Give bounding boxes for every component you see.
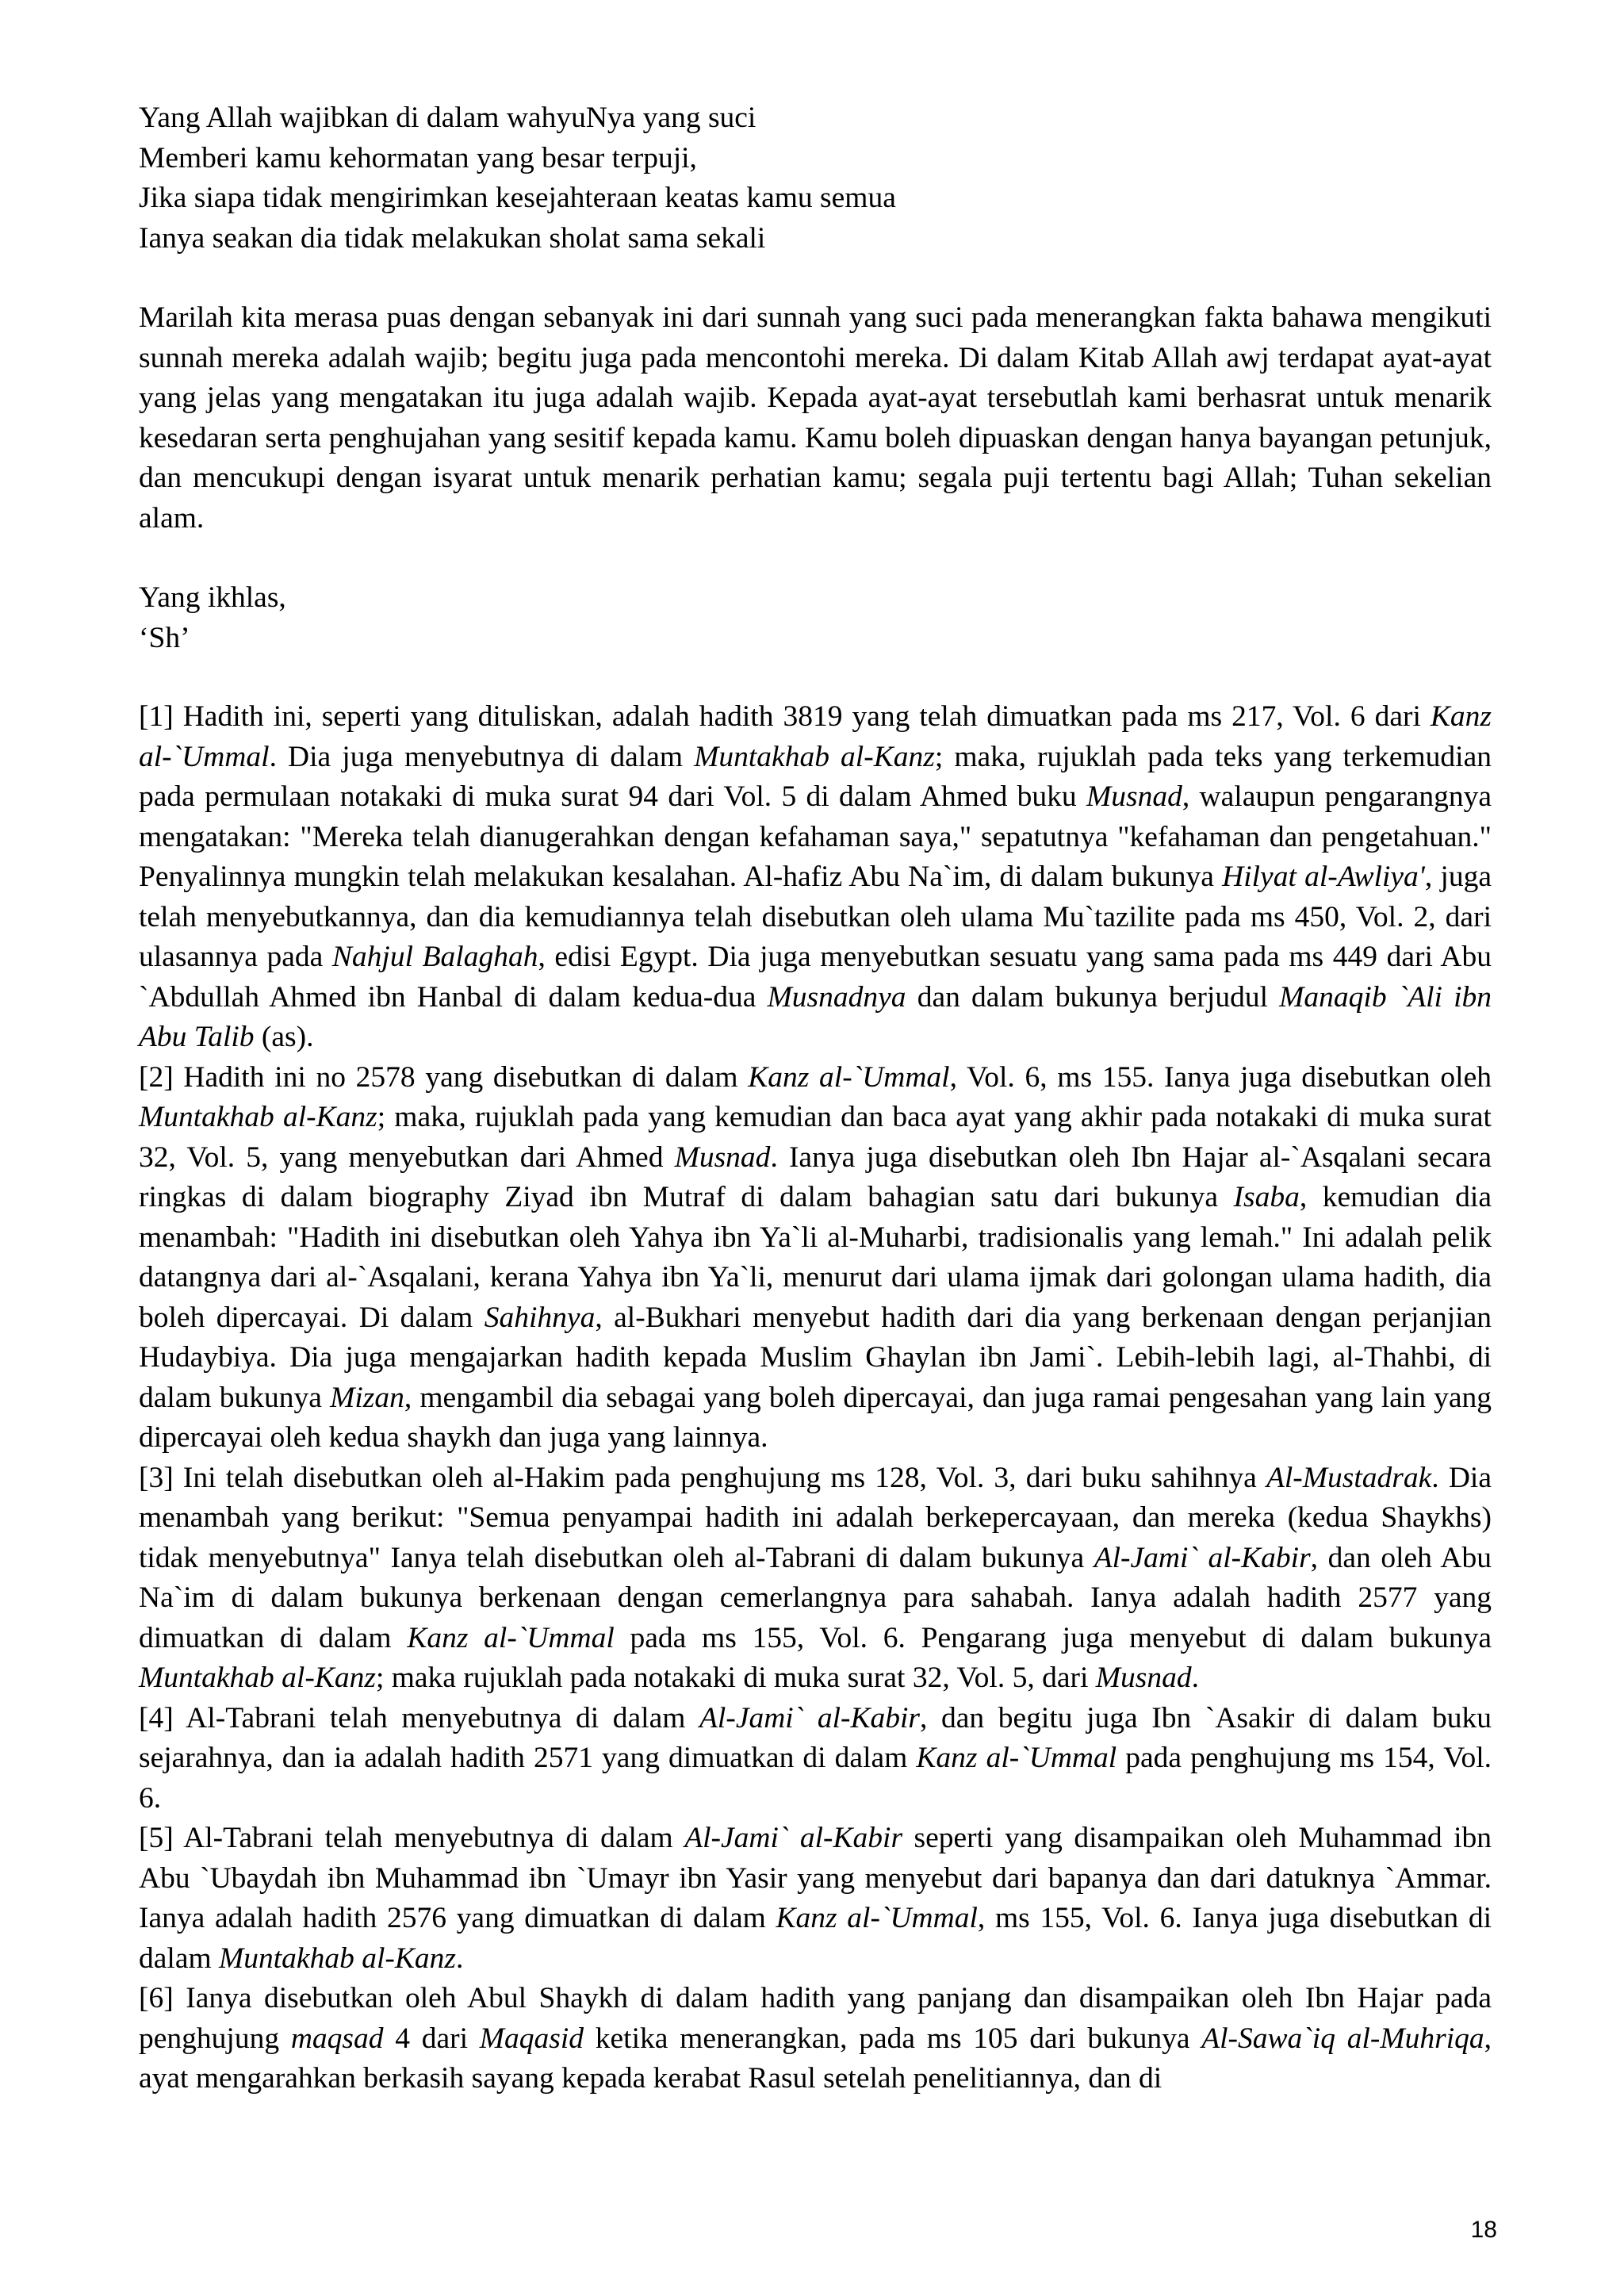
footnote-1 (139, 697, 1492, 1058)
italic-citation: Nahjul Balaghah (331, 941, 538, 973)
closing-salutation: Yang ikhlas, (139, 581, 286, 614)
note-text: pada penghujung ms 154, Vol. 6. (139, 1742, 1492, 1815)
note-text: ; maka, rujuklah pada yang kemudian dan baca ayat yang akhir pada notakaki di muka surat 32, Vol. 5, yang menyebutkan dari Ahmed (139, 1101, 1492, 1174)
note-text: [2] Hadith ini no 2578 yang disebutkan di dalam (139, 1060, 749, 1094)
note-text: (as). (254, 1021, 314, 1053)
poem-line: Jika siapa tidak mengirimkan kesejahteraan keatas kamu semua (139, 182, 896, 214)
note-text: [6] Ianya disebutkan oleh Abul Shaykh di dalam hadith yang panjang dan disampaikan oleh Ibn Hajar pada penghujung (139, 1982, 1492, 2055)
italic-citation: Al-Jami` al-Kabir (684, 1822, 903, 1854)
italic-citation: Musnad (1086, 780, 1182, 813)
italic-citation: Al-Sawa`iq al-Muhriqa (1201, 2022, 1484, 2055)
italic-citation: Al-Jami` al-Kabir (1094, 1541, 1311, 1574)
closing-signature: ‘Sh’ (139, 621, 190, 654)
italic-citation: Muntakhab al-Kanz (694, 740, 935, 773)
italic-citation: maqsad (290, 2022, 384, 2055)
italic-citation: Muntakhab al-Kanz (139, 1101, 377, 1133)
note-text: ; maka, rujuklah pada teks yang terkemudian pada permulaan notakaki di muka surat 94 dari Vol. 5 di dalam Ahmed buku (139, 740, 1492, 813)
italic-citation: Muntakhab al-Kanz (219, 1941, 456, 1975)
note-text: . Ianya juga disebutkan oleh Ibn Hajar al-`Asqalani secara ringkas di dalam biography Ziyad ibn Mutraf di dalam bahagian satu dari bukunya (139, 1140, 1492, 1213)
italic-citation: Kanz al-`Ummal (776, 1902, 978, 1934)
italic-citation: Manaqib `Ali ibn Abu Talib (139, 980, 1492, 1053)
poem-stanza (139, 98, 1492, 259)
italic-citation: Kanz al-`Ummal (139, 700, 1492, 773)
note-text: , edisi Egypt. Dia juga menyebutkan sesuatu yang sama pada ms 449 dari Abu `Abdullah Ahmed ibn Hanbal di dalam kedua-dua (139, 941, 1492, 1014)
italic-citation: Sahihnya (484, 1301, 596, 1334)
poem-line: Yang Allah wajibkan di dalam wahyuNya yang suci (139, 102, 756, 134)
note-text: , mengambil dia sebagai yang boleh dipercayai, dan juga ramai pengesahan yang lain yang dipercayai oleh kedua shaykh dan juga yang lainnya. (139, 1381, 1492, 1454)
italic-citation: Musnad (1095, 1662, 1192, 1694)
note-text: , juga telah menyebutkannya, dan dia kemudiannya telah disebutkan oleh ulama Mu`tazilite pada ms 450, Vol. 2, dari ulasannya pada (139, 861, 1492, 973)
italic-citation: Mizan (330, 1381, 404, 1414)
footnotes (139, 697, 1492, 2099)
note-text: ketika menerangkan, pada ms 105 dari bukunya (584, 2022, 1202, 2055)
italic-citation: Isaba (1233, 1181, 1300, 1213)
page-number: 18 (1470, 2217, 1497, 2243)
italic-citation: Muntakhab al-Kanz (139, 1662, 376, 1694)
note-text: 4 dari (383, 2022, 480, 2055)
note-text: , ms 155, Vol. 6. Ianya juga disebutkan di dalam (139, 1902, 1492, 1975)
note-text: [4] Al-Tabrani telah menyebutnya di dalam (139, 1701, 700, 1734)
page-content (139, 98, 1492, 2099)
note-text: . Dia juga menyebutnya di dalam (269, 740, 695, 773)
footnote-6 (139, 1979, 1492, 2099)
note-text: . (1191, 1662, 1199, 1694)
note-text: dan dalam bukunya berjudul (906, 980, 1280, 1014)
italic-citation: Hilyat al-Awliya' (1222, 861, 1425, 893)
italic-citation: Al-Jami` al-Kabir (699, 1701, 921, 1734)
italic-citation: Al-Mustadrak (1266, 1461, 1432, 1494)
note-text: pada ms 155, Vol. 6. Pengarang juga menyebut di dalam bukunya (614, 1621, 1492, 1654)
italic-citation: Kanz al-`Ummal (407, 1621, 615, 1654)
note-text: . Dia menambah yang berikut: "Semua penyampai hadith ini adalah berkepercayaan, dan mereka (kedua Shaykhs) tidak menyebutnya" Ianya telah disebutkan oleh al-Tabrani di dalam bukunya (139, 1461, 1492, 1574)
poem-line: Memberi kamu kehormatan yang besar terpuji, (139, 141, 697, 174)
note-text: [1] Hadith ini, seperti yang dituliskan, adalah hadith 3819 yang telah dimuatkan pada ms 217, Vol. 6 dari (139, 700, 1431, 733)
note-text: [5] Al-Tabrani telah menyebutnya di dalam (139, 1822, 685, 1854)
footnote-2 (139, 1058, 1492, 1458)
footnote-4 (139, 1699, 1492, 1819)
italic-citation: Musnadnya (767, 980, 906, 1014)
note-text: , al-Bukhari menyebut hadith dari dia yang berkenaan dengan perjanjian Hudaybiya. Dia juga mengajarkan hadith kepada Muslim Ghaylan ibn Jami`. Lebih-lebih lagi, al-Thahbi, di dalam bukunya (139, 1301, 1492, 1414)
poem-line: Ianya seakan dia tidak melakukan sholat sama sekali (139, 221, 766, 255)
note-text: , dan oleh Abu Na`im di dalam bukunya berkenaan dengan cemerlangnya para sahabah. Ianya adalah hadith 2577 yang dimuatkan di dalam (139, 1541, 1492, 1654)
italic-citation: Musnad (674, 1140, 771, 1174)
note-text: , dan begitu juga Ibn `Asakir di dalam buku sejarahnya, dan ia adalah hadith 2571 yang dimuatkan di dalam (139, 1701, 1492, 1774)
note-text: , kemudian dia menambah: "Hadith ini disebutkan oleh Yahya ibn Ya`li al-Muharbi, tradisionalis yang lemah." Ini adalah pelik datangnya dari al-`Asqalani, kerana Yahya ibn Ya`li, menurut dari ulama ijmak dari golongan ulama hadith, dia boleh dipercayai. Di dalam (139, 1181, 1492, 1334)
note-text: , Vol. 6, ms 155. Ianya juga disebutkan oleh (949, 1060, 1492, 1094)
note-text: , ayat mengarahkan berkasih sayang kepada kerabat Rasul setelah penelitiannya, dan di (139, 2022, 1492, 2095)
note-text: ; maka rujuklah pada notakaki di muka surat 32, Vol. 5, dari (375, 1662, 1096, 1694)
note-text: , walaupun pengarangnya mengatakan: "Mereka telah dianugerahkan dengan kefahaman saya," sepatutnya "kefahaman dan pengetahuan." Penyalinnya mungkin telah melakukan kesalahan. Al-hafiz Abu Na`im, di dalam bukunya (139, 780, 1492, 893)
note-text: . (455, 1941, 464, 1975)
closing-block (139, 578, 1492, 658)
note-text: seperti yang disampaikan oleh Muhammad ibn Abu `Ubaydah ibn Muhammad ibn `Umayr ibn Yasir yang menyebut dari bapanya dan dari datuknya `Ammar. Ianya adalah hadith 2576 yang dimuatkan di dalam (139, 1822, 1492, 1934)
italic-citation: Maqasid (479, 2022, 584, 2055)
italic-citation: Kanz al-`Ummal (748, 1060, 950, 1094)
footnote-5 (139, 1819, 1492, 1979)
body-paragraph: Marilah kita merasa puas dengan sebanyak ini dari sunnah yang suci pada menerangkan fakta bahawa mengikuti sunnah mereka adalah wajib; begitu juga pada mencontohi mereka. Di dalam Kitab Allah awj terdapat ayat-ayat yang jelas yang mengatakan itu juga adalah wajib. Kepada ayat-ayat tersebutlah kami berhasrat untuk menarik kesedaran serta penghujahan yang sesitif kepada kamu. Kamu boleh dipuaskan dengan hanya bayangan petunjuk, dan mencukupi dengan isyarat untuk menarik perhatian kamu; segala puji tertentu bagi Allah; Tuhan sekelian alam. (139, 301, 1492, 535)
note-text: [3] Ini telah disebutkan oleh al-Hakim pada penghujung ms 128, Vol. 3, dari buku sahihnya (139, 1461, 1266, 1494)
footnote-3 (139, 1458, 1492, 1699)
italic-citation: Kanz al-`Ummal (916, 1742, 1117, 1774)
